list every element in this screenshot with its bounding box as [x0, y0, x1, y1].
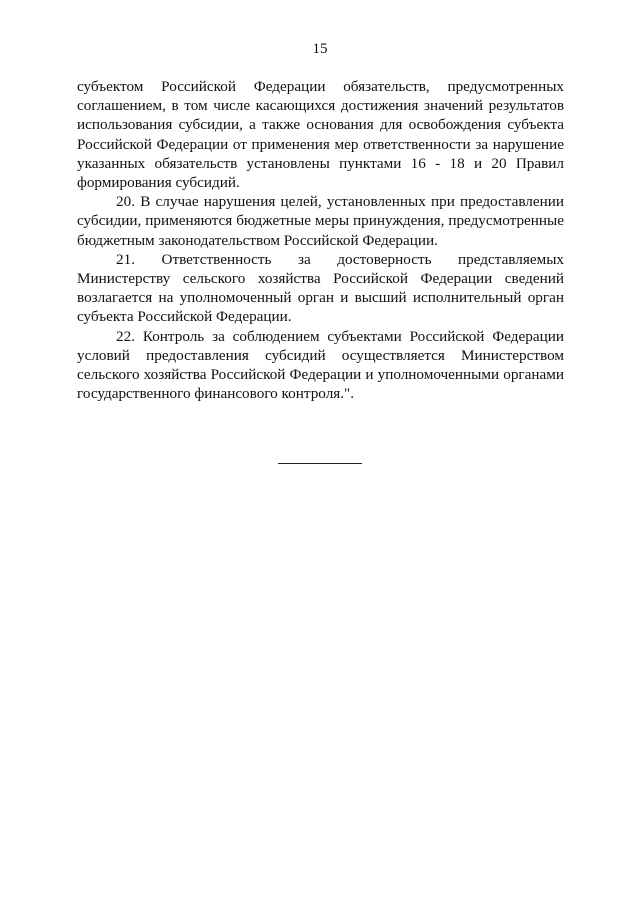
- page-number: 15: [312, 41, 328, 57]
- document-body: [77, 77, 564, 403]
- paragraph-item-22: 22. Контроль за соблюдением субъектами Российской Федерации условий предоставления субсидий осуществляется Министерством сельского хозяйства Российской Федерации и уполномоченными органами государственного финансового контроля.".: [77, 327, 564, 403]
- paragraph-item-20: 20. В случае нарушения целей, установленных при предоставлении субсидии, применяются бюджетные меры принуждения, предусмотренные бюджетным законодательством Российской Федерации.: [77, 193, 564, 249]
- paragraph-item-21: 21. Ответственность за достоверность представляемых Министерству сельского хозяйства Российской Федерации сведений возлагается на уполномоченный орган и высший исполнительный орган субъекта Российской Федерации.: [77, 250, 564, 326]
- paragraph-continuation: субъектом Российской Федерации обязательств, предусмотренных соглашением, в том числе касающихся достижения значений результатов использования субсидии, а также основания для освобождения субъекта Российской Федерации от применения мер ответственности за нарушение указанных обязательств установлены пунктами 16 - 18 и 20 Правил формирования субсидий.: [77, 78, 564, 192]
- end-separator-line: [278, 463, 362, 464]
